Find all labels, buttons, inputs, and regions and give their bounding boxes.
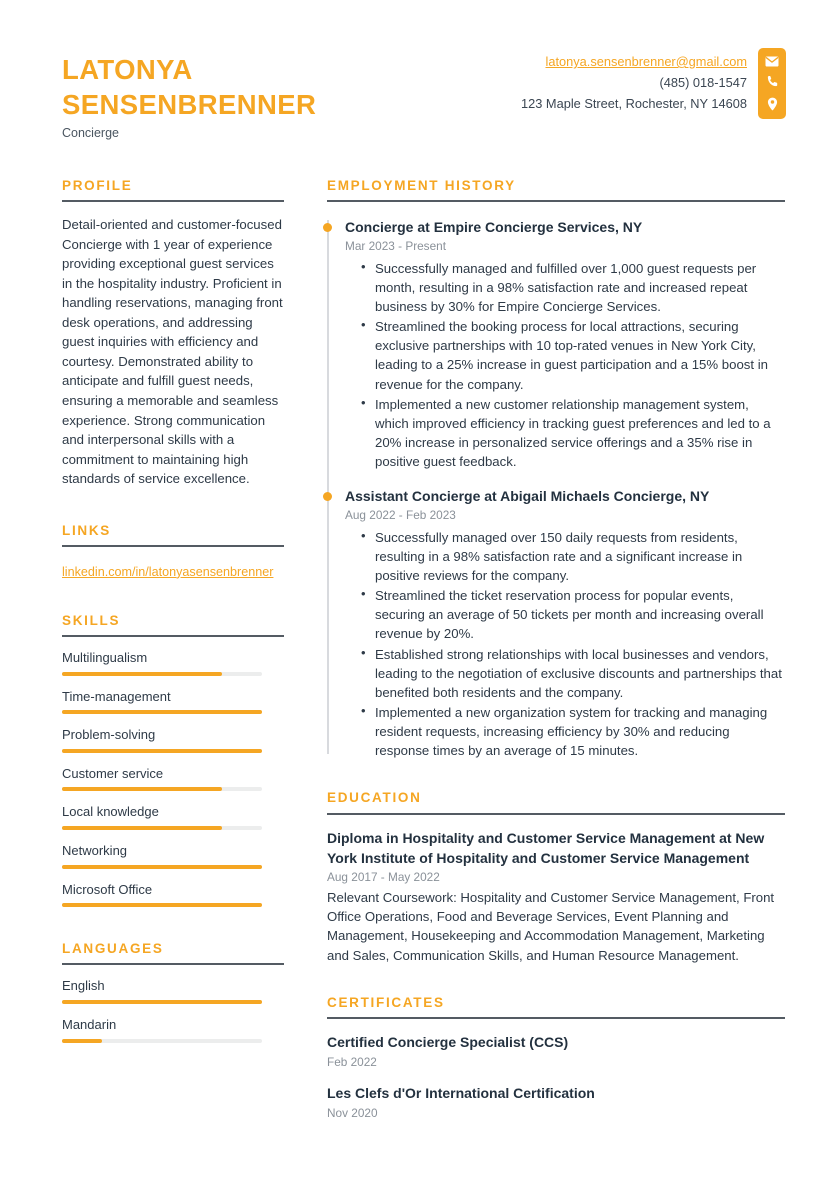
timeline-dot-icon <box>323 492 332 501</box>
skill-bar-track <box>62 672 262 676</box>
section-links <box>62 523 284 579</box>
skill-bar-fill <box>62 826 222 830</box>
section-title-employment: EMPLOYMENT HISTORY <box>327 178 516 193</box>
job-bullet: • Implemented a new customer relationship management system, which improved efficiency in tracking guest preferences and led to a 20% increase in personalized service offerings and a 35% rise in positive guest feedback. <box>375 395 785 472</box>
section-skills <box>62 613 284 907</box>
skill-row <box>62 766 284 792</box>
sidebar-column <box>62 178 284 1043</box>
location-pin-icon <box>767 97 778 111</box>
skill-bar-fill <box>62 672 222 676</box>
job-bullet: • Successfully managed and fulfilled over 1,000 guest requests per month, resulting in a 98% satisfaction rate and increased repeat business by 30% for Empire Concierge Services. <box>375 259 785 316</box>
timeline-dot-icon <box>323 223 332 232</box>
skill-bar-fill <box>62 903 262 907</box>
job-bullet: • Streamlined the ticket reservation process for popular events, securing an average of 50 tickets per month and increasing overall revenue by 20%. <box>375 586 785 643</box>
skill-bar-fill <box>62 710 262 714</box>
skill-row <box>62 882 284 908</box>
section-divider <box>62 545 284 547</box>
skill-bar-fill <box>62 787 222 791</box>
contact-email-link[interactable]: latonya.sensenbrenner@gmail.com <box>545 54 747 69</box>
section-divider <box>327 200 785 202</box>
section-title-profile: PROFILE <box>62 178 133 193</box>
skill-bar-fill <box>62 749 262 753</box>
job-bullets <box>345 528 785 761</box>
contact-phone: (485) 018-1547 <box>659 74 747 90</box>
section-title-skills: SKILLS <box>62 612 121 628</box>
skill-label: Networking <box>62 842 128 858</box>
skill-row <box>62 689 284 715</box>
section-profile <box>62 178 284 489</box>
section-employment-history <box>327 178 785 760</box>
skill-bar-track <box>62 826 262 830</box>
language-label: Mandarin <box>62 1016 117 1032</box>
certificate-title: Certified Concierge Specialist (CCS) <box>327 1033 569 1050</box>
skill-row <box>62 650 284 676</box>
language-bar-fill <box>62 1039 102 1043</box>
main-column <box>327 178 785 1121</box>
name-block <box>62 52 462 142</box>
skill-label: Microsoft Office <box>62 881 153 897</box>
section-title-links: LINKS <box>62 522 111 538</box>
certificate-title: Les Clefs d'Or International Certification <box>327 1085 595 1102</box>
job-bullet: • Streamlined the booking process for local attractions, securing exclusive partnerships with 10 top-rated venues in New York City, leading to a 25% increase in guest participation and a 15% boost in revenue for the company. <box>375 317 785 394</box>
job-entry <box>345 487 785 760</box>
skill-bar-track <box>62 749 262 753</box>
resume-header <box>0 0 833 168</box>
language-label: English <box>62 978 105 994</box>
skill-bar-track <box>62 710 262 714</box>
education-entry <box>327 829 785 965</box>
section-certificates <box>327 995 785 1122</box>
job-bullet: • Established strong relationships with local businesses and vendors, leading to the negotiation of exclusive discounts and partnerships that benefited both residents and the company. <box>375 645 785 702</box>
last-name: SENSENBRENNER <box>62 89 317 121</box>
profile-text: Detail-oriented and customer-focused Concierge with 1 year of experience providing exceptional guest services in the hospitality industry. Proficient in handling reservations, managing front desk operations, and addressing guest inquiries with efficiency and courtesy. Demonstrated ability to anticipate and fulfill guest needs, ensuring a memorable and seamless experience. Strong communication and interpersonal skills with a commitment to maintaining high standards of service excellence. <box>62 217 283 487</box>
certificate-entry <box>327 1084 785 1121</box>
section-divider <box>327 813 785 815</box>
section-divider <box>327 1017 785 1019</box>
skill-label: Problem-solving <box>62 727 156 743</box>
certificate-entry <box>327 1033 785 1070</box>
contact-block <box>521 52 747 115</box>
section-divider <box>62 200 284 202</box>
language-row <box>62 1017 284 1043</box>
section-education <box>327 790 785 964</box>
skill-row <box>62 727 284 753</box>
job-date: Aug 2022 - Feb 2023 <box>345 508 456 523</box>
certificate-date: Feb 2022 <box>327 1054 377 1069</box>
education-description: Relevant Coursework: Hospitality and Customer Service Management, Front Office Operations, Food and Beverage Services, Event Planning and Management, Housekeeping and Accommodation Management, Marketing and Sales, Communication Skills, and Human Resource Management. <box>327 889 775 963</box>
section-title-certificates: CERTIFICATES <box>327 994 445 1010</box>
skill-bar-track <box>62 787 262 791</box>
contact-address: 123 Maple Street, Rochester, NY 14608 <box>521 95 747 111</box>
section-title-languages: LANGUAGES <box>62 941 164 957</box>
education-date: Aug 2017 - May 2022 <box>327 870 440 885</box>
skill-label: Time-management <box>62 688 171 704</box>
envelope-icon <box>765 56 779 67</box>
job-heading: Assistant Concierge at Abigail Michaels Concierge, NY <box>345 488 710 505</box>
job-entry <box>345 218 785 471</box>
skill-label: Local knowledge <box>62 804 159 820</box>
section-title-education: EDUCATION <box>327 790 422 806</box>
contact-icon-bar <box>758 48 786 119</box>
skill-label: Customer service <box>62 765 164 781</box>
skill-bar-track <box>62 903 262 907</box>
section-divider <box>62 635 284 637</box>
skill-bar-fill <box>62 865 262 869</box>
job-bullets <box>345 259 785 472</box>
certificate-date: Nov 2020 <box>327 1106 378 1121</box>
skill-row <box>62 804 284 830</box>
skill-label: Multilingualism <box>62 650 148 665</box>
employment-timeline <box>327 218 785 760</box>
header-job-title: Concierge <box>62 126 119 141</box>
language-row <box>62 978 284 1004</box>
job-bullet: • Implemented a new organization system for tracking and managing resident requests, increasing efficiency by 30% and reducing response times by an average of 15 minutes. <box>375 703 785 760</box>
skill-row <box>62 843 284 869</box>
job-date: Mar 2023 - Present <box>345 239 446 254</box>
skill-bar-track <box>62 865 262 869</box>
job-heading: Concierge at Empire Concierge Services, NY <box>345 219 643 236</box>
section-languages <box>62 941 284 1042</box>
section-divider <box>62 963 284 965</box>
link-item-linkedin[interactable]: linkedin.com/in/latonyasensenbrenner <box>62 564 274 579</box>
language-bar-fill <box>62 1000 262 1004</box>
education-title: Diploma in Hospitality and Customer Service Management at New York Institute of Hospitality and Customer Service Management <box>327 829 765 866</box>
phone-icon <box>766 75 779 88</box>
job-bullet: • Successfully managed over 150 daily requests from residents, resulting in a 98% satisfaction rate and a significant increase in positive reviews for the company. <box>375 528 785 585</box>
first-name: LATONYA <box>62 54 193 85</box>
language-bar-track <box>62 1039 262 1043</box>
language-bar-track <box>62 1000 262 1004</box>
